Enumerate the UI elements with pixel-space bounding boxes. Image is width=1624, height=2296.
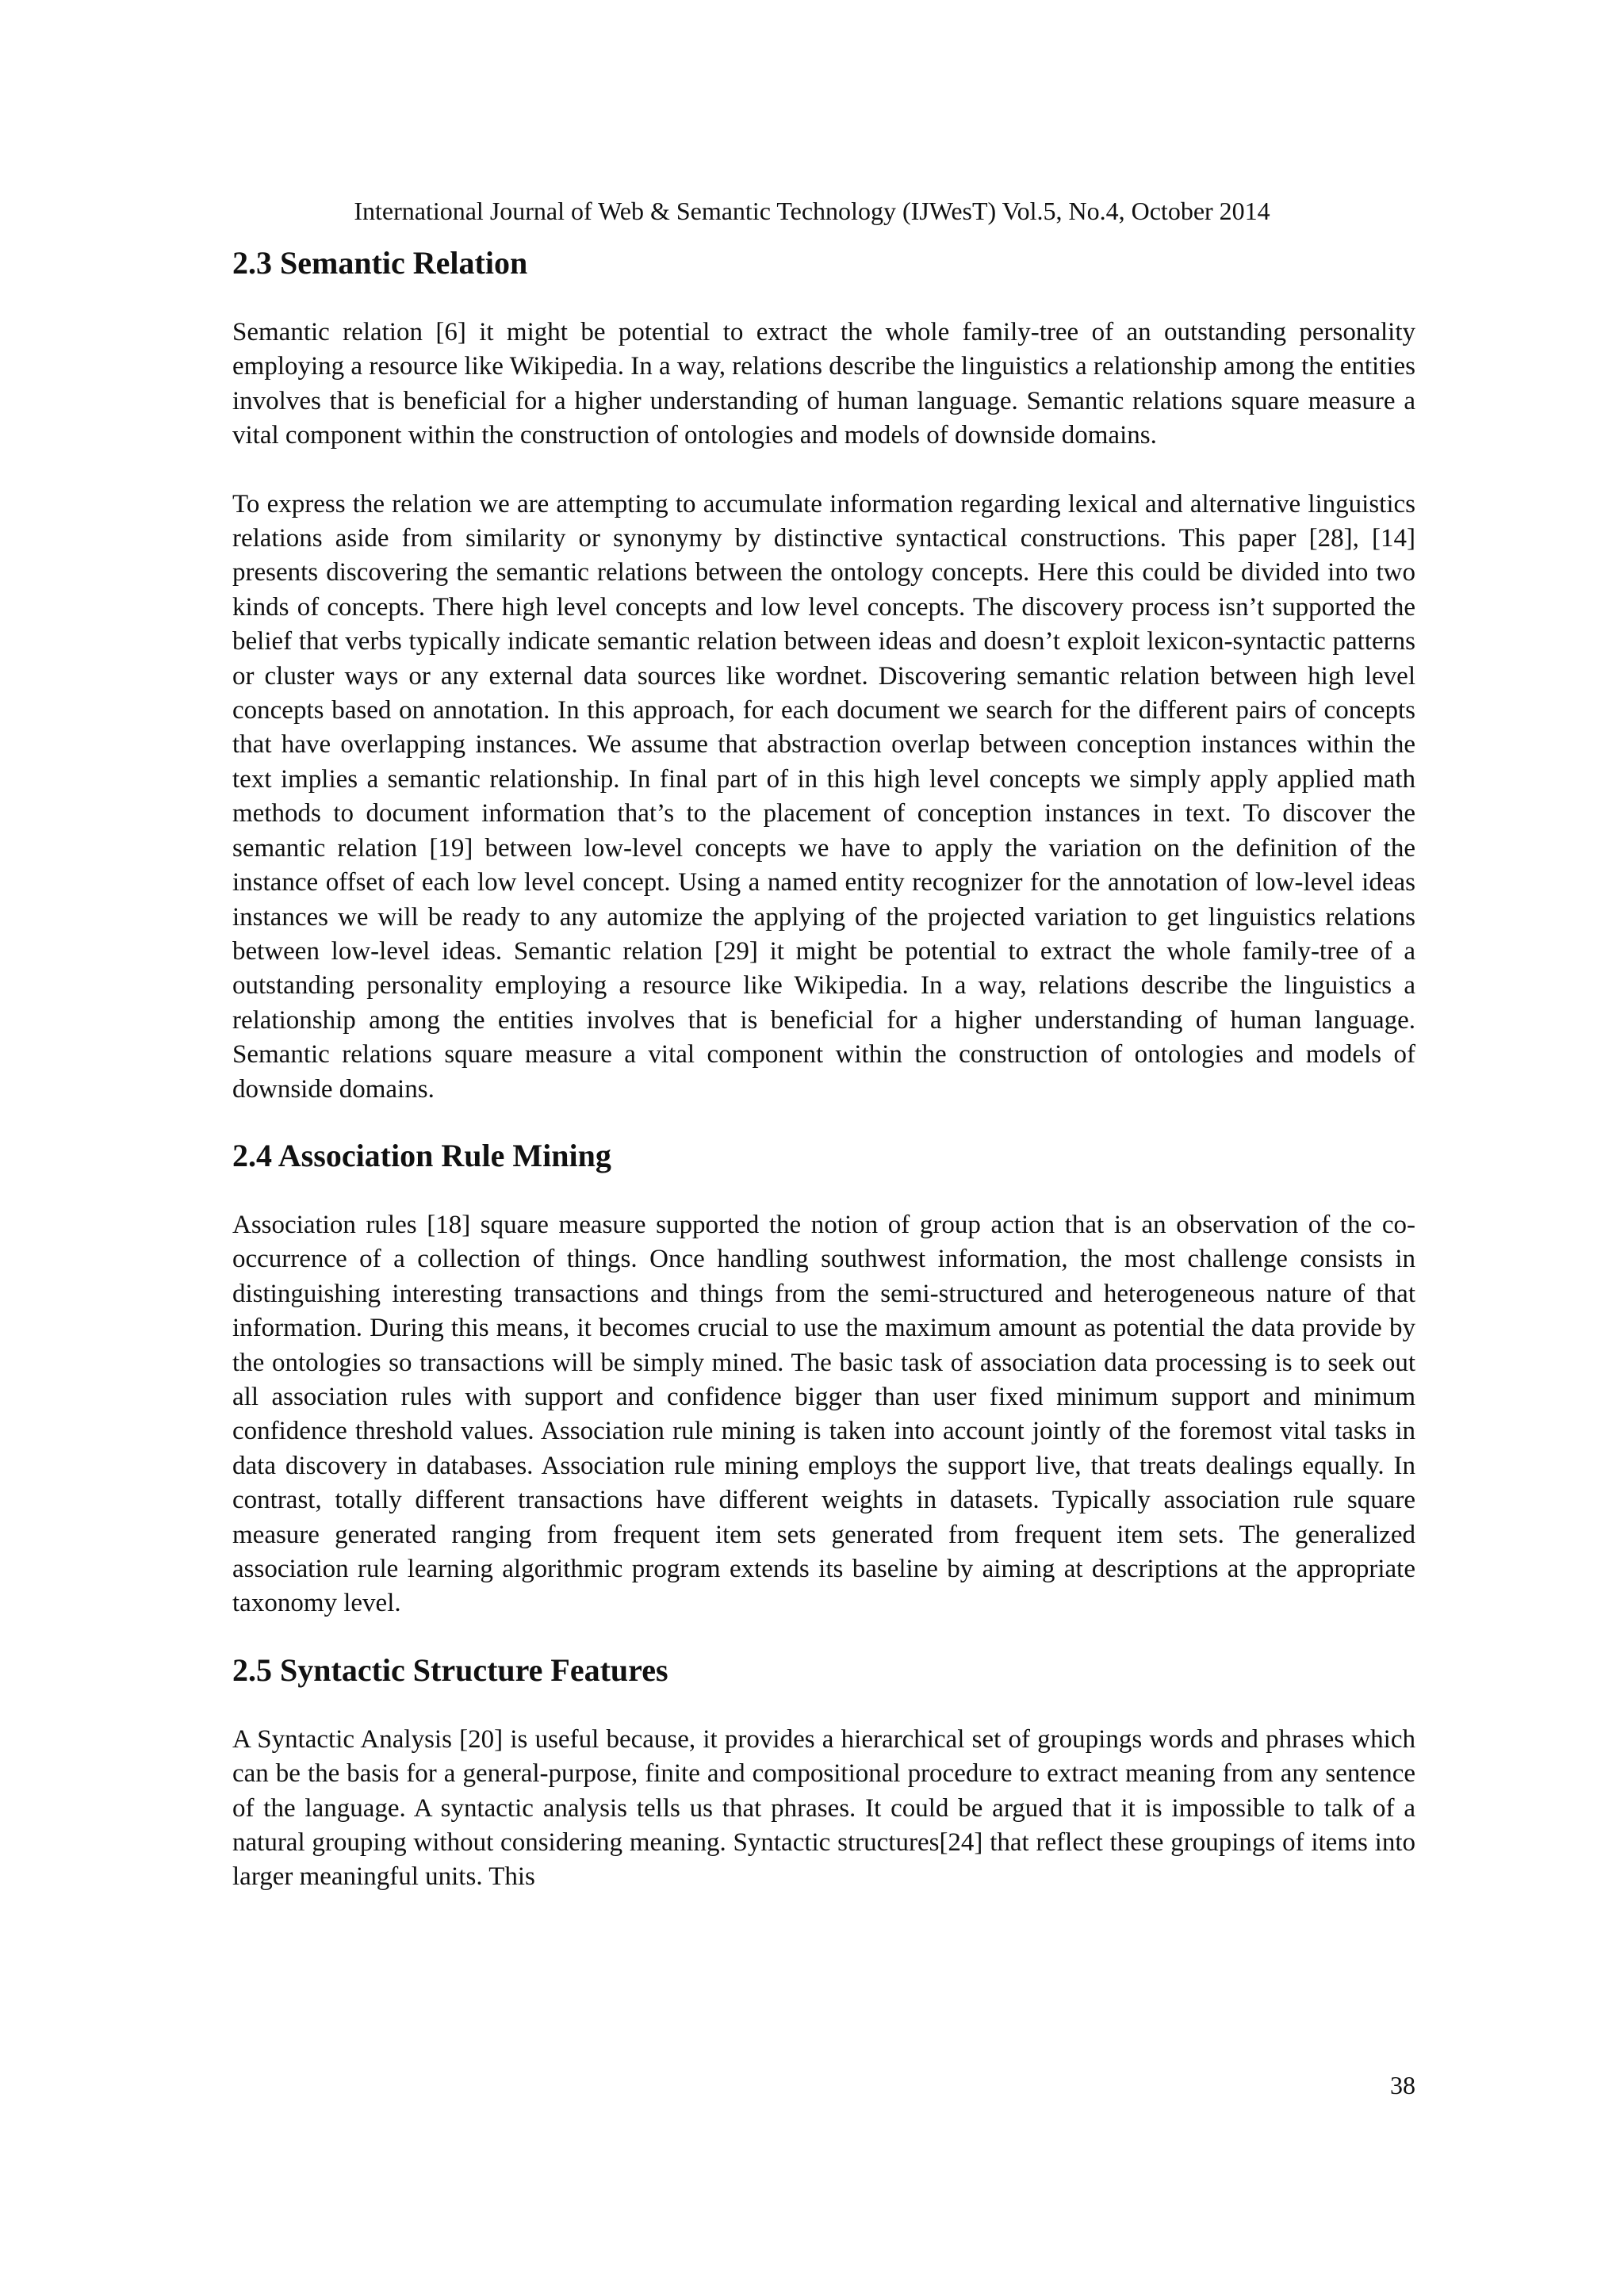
page-body	[232, 244, 1415, 1929]
paragraph: To express the relation we are attempting to accumulate information regarding lexical and alternative linguistics relations aside from similarity or synonymy by distinctive syntactical constructions. This paper [28], [14] presents discovering the semantic relations between the ontology concepts. Here this could be divided into two kinds of concepts. There high level concepts and low level concepts. The discovery process isn’t supported the belief that verbs typically indicate semantic relation between ideas and doesn’t exploit lexicon-syntactic patterns or cluster ways or any external data sources like wordnet. Discovering semantic relation between high level concepts based on annotation. In this approach, for each document we search for the different pairs of concepts that have overlapping instances. We assume that abstraction overlap between conception instances within the text implies a semantic relationship. In final part of in this high level concepts we simply apply applied math methods to document information that’s to the placement of conception instances in text. To discover the semantic relation [19] between low-level concepts we have to apply the variation on the definition of the instance offset of each low level concept. Using a named entity recognizer for the annotation of low-level ideas instances we will be ready to any automize the applying of the projected variation to get linguistics relations between low-level ideas. Semantic relation [29] it might be potential to extract the whole family-tree of a outstanding personality employing a resource like Wikipedia. In a way, relations describe the linguistics a relationship among the entities involves that is beneficial for a higher understanding of human language. Semantic relations square measure a vital component within the construction of ontologies and models of downside domains.	[232, 489, 1415, 1104]
section-semantic-relation	[232, 244, 1415, 1107]
paragraph: A Syntactic Analysis [20] is useful because, it provides a hierarchical set of groupings words and phrases which can be the basis for a general-purpose, finite and compositional procedure to extract meaning from any sentence of the language. A syntactic analysis tells us that phrases. It could be argued that it is impossible to talk of a natural grouping without considering meaning. Syntactic structures[24] that reflect these groupings of items into larger meaningful units. This	[232, 1724, 1415, 1892]
section-heading: 2.5 Syntactic Structure Features	[232, 1651, 668, 1688]
section-syntactic-structure-features	[232, 1651, 1415, 1895]
page-number: 38	[1390, 2071, 1415, 2099]
running-header: International Journal of Web & Semantic Technology (IJWesT) Vol.5, No.4, October 2014	[354, 197, 1270, 225]
section-heading: 2.4 Association Rule Mining	[232, 1137, 611, 1173]
paragraph: Association rules [18] square measure supported the notion of group action that is an observation of the co-occurrence of a collection of things. Once handling southwest information, the most challenge consists in distinguishing interesting transactions and things from the semi-structured and heterogeneous nature of that information. During this means, it becomes crucial to use the maximum amount as potential the data provide by the ontologies so transactions will be simply mined. The basic task of association data processing is to seek out all association rules with support and confidence bigger than user fixed minimum support and minimum confidence threshold values. Association rule mining is taken into account jointly of the foremost vital tasks in data discovery in databases. Association rule mining employs the support live, that treats dealings equally. In contrast, totally different transactions have different weights in datasets. Typically association rule square measure generated ranging from frequent item sets generated from frequent item sets. The generalized association rule learning algorithmic program extends its baseline by aiming at descriptions at the appropriate taxonomy level.	[232, 1210, 1415, 1618]
section-heading: 2.3 Semantic Relation	[232, 245, 528, 281]
section-association-rule-mining	[232, 1137, 1415, 1621]
paragraph: Semantic relation [6] it might be potential to extract the whole family-tree of an outstanding personality employing a resource like Wikipedia. In a way, relations describe the linguistics a relationship among the entities involves that is beneficial for a higher understanding of human language. Semantic relations square measure a vital component within the construction of ontologies and models of downside domains.	[232, 318, 1415, 450]
